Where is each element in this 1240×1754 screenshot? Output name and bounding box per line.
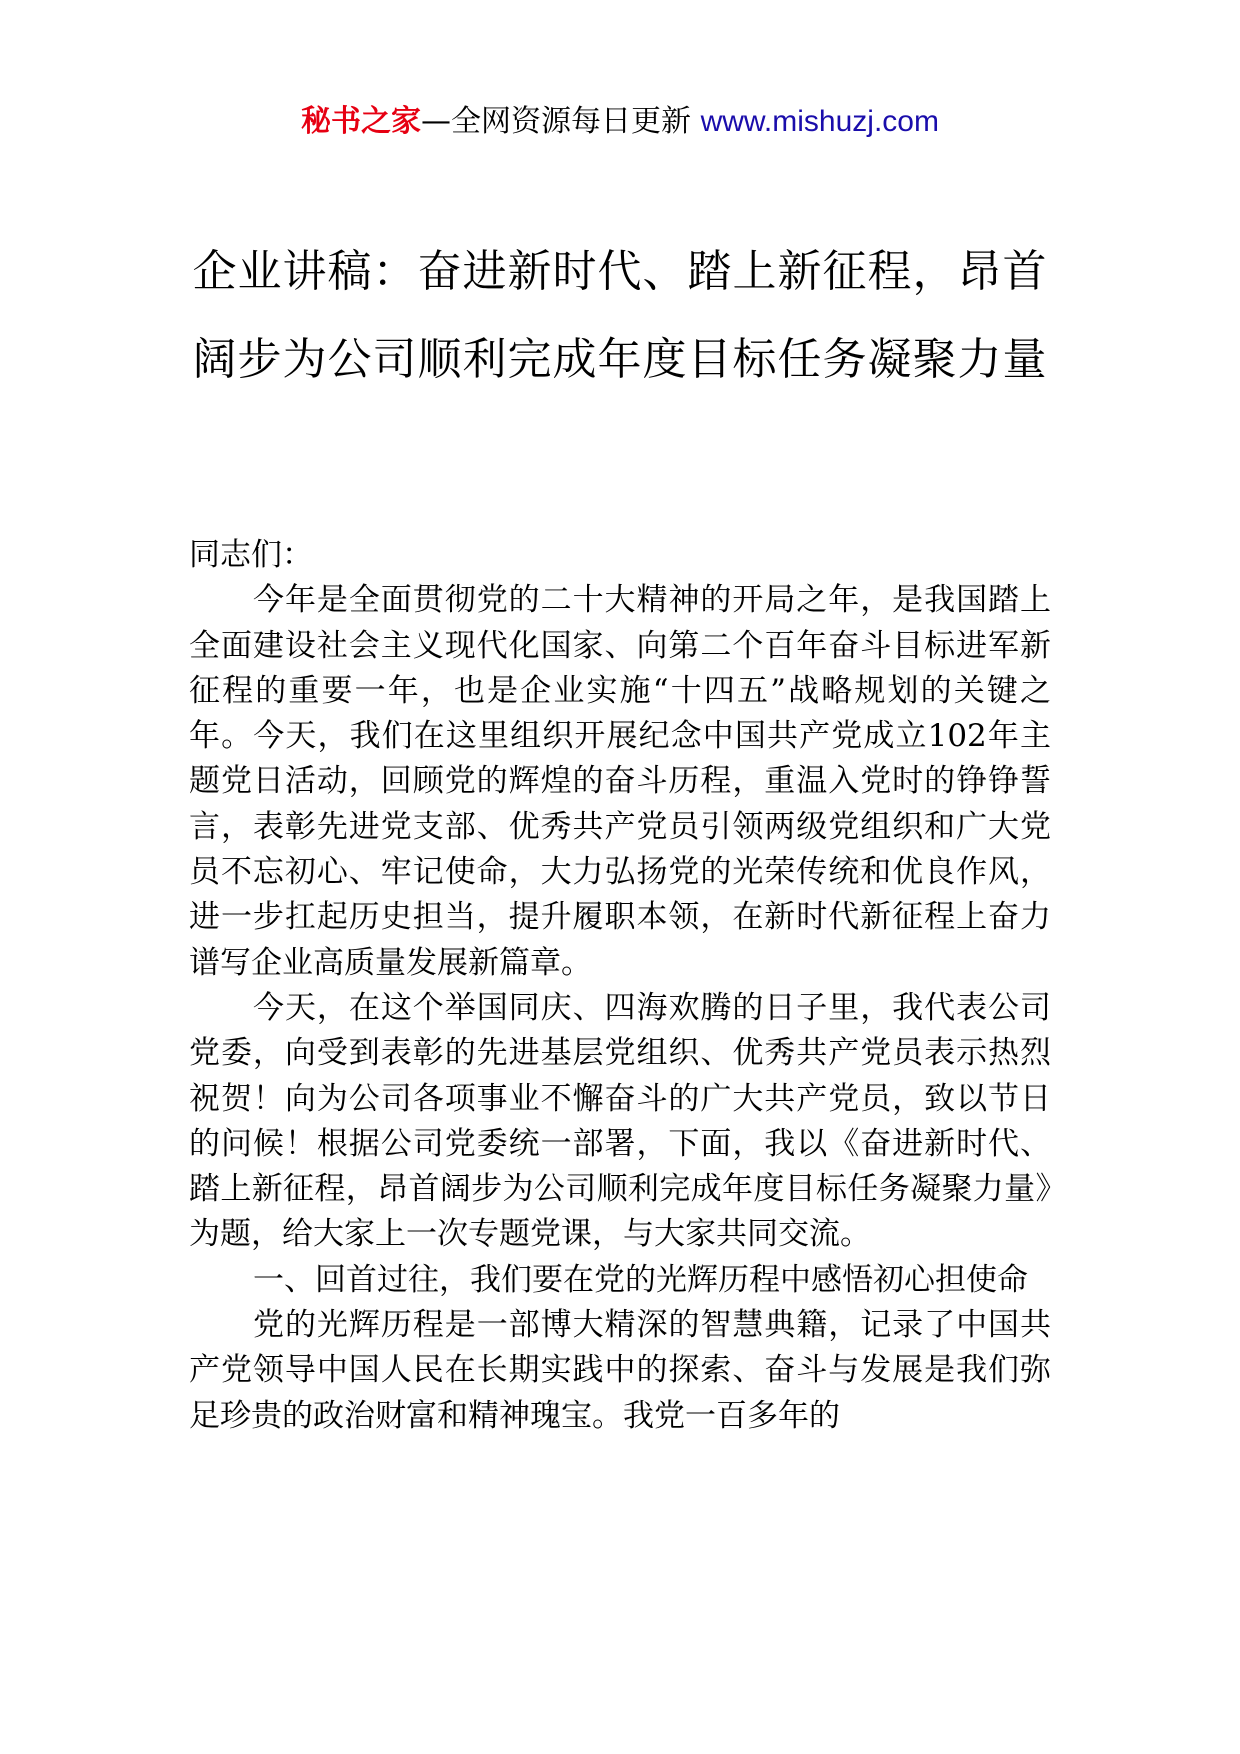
header-tagline: —全网资源每日更新: [421, 104, 692, 139]
brand-name: 秘书之家: [301, 104, 422, 139]
document-title: 企业讲稿：奋进新时代、踏上新征程，昂首阔步为公司顺利完成年度目标任务凝聚力量: [192, 246, 1048, 385]
document-body: [189, 533, 1051, 1439]
site-header: [0, 100, 1240, 144]
section-heading: 一、回首过往，我们要在党的光辉历程中感悟初心担使命: [253, 1261, 1028, 1298]
site-url-link[interactable]: www.mishuzj.com: [700, 105, 939, 138]
body-paragraph: 今天，在这个举国同庆、四海欢腾的日子里，我代表公司党委，向受到表彰的先进基层党组织、优秀共产党员表示热烈祝贺！向为公司各项事业不懈奋斗的广大共产党员，致以节日的问候！根据公司党委统一部署，下面，我以《奋进新时代、踏上新征程，昂首阔步为公司顺利完成年度目标任务凝聚力量》为题，给大家上一次专题党课，与大家共同交流。: [189, 989, 1051, 1253]
salutation: 同志们：: [189, 537, 313, 573]
body-paragraph: 党的光辉历程是一部博大精深的智慧典籍，记录了中国共产党领导中国人民在长期实践中的探索、奋斗与发展是我们弥足珍贵的政治财富和精神瑰宝。我党一百多年的: [189, 1307, 1051, 1434]
body-paragraph: 今年是全面贯彻党的二十大精神的开局之年，是我国踏上全面建设社会主义现代化国家、向第二个百年奋斗目标进军新征程的重要一年，也是企业实施“十四五”战略规划的关键之年。今天，我们在这里组织开展纪念中国共产党成立102年主题党日活动，回顾党的辉煌的奋斗历程，重温入党时的铮铮誓言，表彰先进党支部、优秀共产党员引领两级党组织和广大党员不忘初心、牢记使命，大力弘扬党的光荣传统和优良作风，进一步扛起历史担当，提升履职本领，在新时代新征程上奋力谱写企业高质量发展新篇章。: [189, 582, 1051, 981]
